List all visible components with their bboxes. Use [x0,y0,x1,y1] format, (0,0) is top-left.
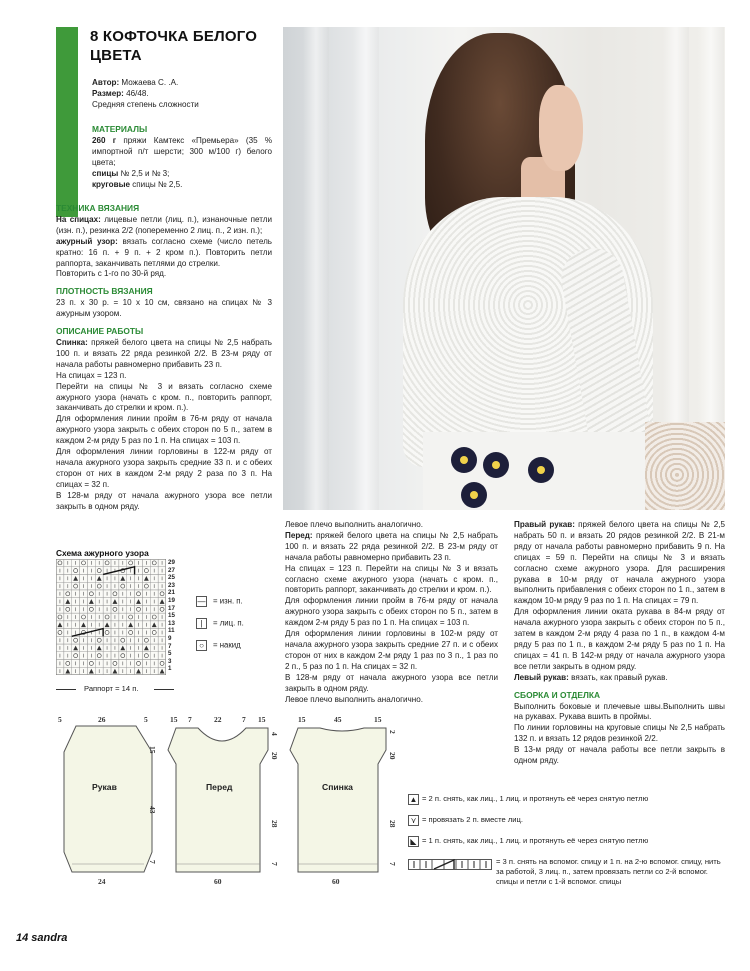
straight-label: На спицах: [56,214,101,224]
chart-title: Схема ажурного узора [56,548,149,558]
left-shoulder-text: Левое плечо выполнить аналогично. [285,520,423,529]
back-dim-1: 15 [298,715,306,724]
front-pattern [168,728,268,872]
gauge-text: 23 п. x 30 р. = 10 x 10 см, связано на спицах № 3 ажурным узором. [56,298,272,319]
straight-text: лицевые петли (лиц. п.), изнаночные петли (изн. п.), резинка 2/2 (попеременно 2 лиц. п., 2 изн. п.); [56,214,273,235]
right-sleeve-label: Правый рукав: [514,520,575,529]
legend-purl [196,596,243,607]
symbol-row-4 [408,857,728,887]
front-dim-3: 22 [214,715,222,724]
front-text-2: На спицах = 123 п. Перейти на спицы № 3 и вязать согласно схеме ажурного узора (начать с кром. п., повторить раппорт, заканчивать до стрелки и кром. п.). [285,563,498,595]
lace-label: ажурный узор: [56,236,118,246]
back-text-1: пряжей белого цвета на спицы № 2,5 набрать 100 п. и вязать 22 ряда резинкой 2/2. В 23-м ряду от начала работы равномерно прибавить 23 п. [56,337,273,369]
rapport-label: Раппорт = 14 п. [84,684,139,693]
chart-row-number: 7 [168,642,172,650]
knit-icon: | [196,618,207,629]
circular: спицы № 2,5. [132,179,183,189]
knit-two-together-icon: ⋎ [408,815,419,826]
front-label: Перед: [285,530,313,540]
technique-heading: ТЕХНИКА ВЯЗАНИЯ [56,203,140,213]
front-dim-bottom: 60 [214,877,222,886]
back-dim-side-mid2: 28 [388,820,397,828]
middle-column [285,520,498,705]
back-dim-side-mid1: 20 [388,752,397,760]
back-text-3: Перейти на спицы № 3 и вязать согласно схеме ажурного узора (начать с кром. п., повторить раппорт, заканчивать до стрелки и кром. п.). [56,381,272,413]
left-sleeve-text: вязать, как правый рукав. [571,672,668,682]
front-text-6: Левое плечо выполнить аналогично. [285,694,423,704]
pattern-schematics [54,712,404,892]
meta-block [92,78,272,111]
right-sleeve-text-2: Для оформления линии оката рукава в 84-м ряду от начала ажурного узора закрыть с обеих сторон по 5 п., затем в каждом 2-м ряду 4 раза по 1 п., в каждом 4-м ряду 5 раз по 1 п., в каждом 2-м ряду 5 раз по 1 п. На спицах = 41 п. В 142-м ряду от начала ажурного узора все петли закрыть в одном ряду. [514,607,725,671]
assembly-text-2: По линии горловины на круговые спицы № 2,5 набрать 132 п. и вязать 12 рядов резинкой 2/2. [514,723,725,744]
legend-knit [196,618,244,629]
sleeve-dim-bottom: 24 [98,877,106,886]
right-sleeve-text-1: пряжей белого цвета на спицы № 2,5 набрать 50 п. и вязать 20 рядов резинкой 2/2. В 21-м ряду от начала работы равномерно прибавить 9 п. На спицах = 59 п. Перейти на спицы № 3 и вязать согласно схеме ажурного узора. Для расширения рукава в 10-м ряду от начала ажурного узора выполнить прибавления с обеих сторон по 1 п., затем в каждом 10-м ряду 9 раз по 1 п. На спицах = 79 п. [514,520,725,606]
back-dim-side-top: 2 [388,730,397,734]
yarn-amount: 260 г [92,135,117,145]
front-dim-5: 15 [258,715,266,724]
sleeve-dim-side-mid: 43 [148,806,157,814]
right-column [514,520,725,767]
chart-row-number: 11 [168,627,175,635]
front-dim-side-mid2: 28 [270,820,279,828]
left-sleeve-label: Левый рукав: [514,672,569,682]
circular-label: круговые [92,179,130,189]
size: 46/48. [126,88,149,98]
sleeve-dim-top-right: 5 [144,715,148,724]
front-text-3: Для оформления линии пройм в 76-м ряду от начала ажурного узора закрыть с обеих сторон по 5 п., затем в каждом 2-м ряду 5 раз по 1 п. На спицах = 103 п. [285,596,498,628]
cable-cross-icon [408,859,492,870]
sleeve-dim-top-mid: 26 [98,715,106,724]
author-label: Автор: [92,78,120,87]
chart-row-number: 5 [168,650,172,658]
model-photo [283,27,725,510]
chart-row-number: 9 [168,634,172,642]
symbol-text-2: = провязать 2 п. вместе лиц. [422,815,523,824]
legend-yo [196,640,241,651]
front-dim-4: 7 [242,715,246,724]
chart-row-number: 21 [168,589,175,597]
difficulty: Средняя степень сложности [92,99,199,109]
repeat-text: Повторить с 1-го по 30-й ряд. [56,269,167,279]
front-name: Перед [206,782,233,792]
yarn: пряжи Камтекс «Премьера» (35 % импортной п/т шерсти; 300 м/100 г) белого цвета; [92,135,273,167]
chart-row-numbers [168,559,175,673]
slip-two-knit-pass-icon: ▲ [409,795,418,804]
symbol-row-2 [408,815,728,825]
chart-row-number: 3 [168,657,172,665]
symbol-text-1: = 2 п. снять, как лиц., 1 лиц. и протянуть её через снятую петлю [422,794,649,803]
sleeve-pattern [64,726,152,872]
accent-bar [56,27,78,217]
back-text-5: Для оформления линии горловины в 122-м ряду от начала ажурного узора закрыть средние 33 п. и с обеих сторон от них в каждом 2-м ряду 2 раза по 3 п. На спицах = 32 п. [56,447,272,489]
assembly-text-1: Выполнить боковые и плечевые швы.Выполнить швы на рукавах. Рукава вшить в проймы. [514,701,725,722]
chart-row-number: 29 [168,559,175,566]
size-label: Размер: [92,88,124,98]
chart-row-number: 17 [168,604,175,612]
symbol-legend [408,794,728,898]
sleeve-dim-side-bot: 7 [148,860,157,864]
chart-row-number: 19 [168,596,175,604]
front-dim-side-mid1: 20 [270,752,279,760]
left-column [56,203,272,512]
rapport [56,682,174,696]
symbol-row-3 [408,836,728,846]
lace-text: вязать согласно схеме (число петель кратно: 16 п. + 9 п. + 2 кром п.). Повторить петли раппорта, заканчивать петлями до стрелки. [56,236,273,268]
back-text-6: В 128-м ряду от начала ажурного узора все петли закрыть в одном ряду. [56,490,272,511]
front-dim-side-bot: 7 [270,862,279,866]
needles-label: спицы [92,168,119,178]
back-label: Спинка: [56,337,88,347]
front-dim-1: 15 [170,715,178,724]
gauge-heading: ПЛОТНОСТЬ ВЯЗАНИЯ [56,286,153,297]
chart-row-number: 15 [168,612,175,620]
yarn-over-icon: ○ [196,640,207,651]
front-dim-side-top: 4 [270,732,279,736]
back-dim-3: 15 [374,715,382,724]
chart-row-number: 27 [168,566,175,574]
back-dim-side-bot: 7 [388,862,397,866]
back-text-2: На спицах = 123 п. [56,370,127,380]
back-dim-bottom: 60 [332,877,340,886]
assembly-text-3: В 13-м ряду от начала работы все петли закрыть в одном ряду. [514,745,725,766]
legend-knit-text: = лиц. п. [213,618,244,628]
materials-heading: МАТЕРИАЛЫ [92,124,148,134]
materials-block [92,124,272,190]
symbol-text-4: = 3 п. снять на вспомог. спицу и 1 п. на 2-ю вспомог. спицу, нить за работой, 3 лиц. п., затем провязать петли со 2-й вспомог. спицы и петли с 1-й вспомог. спицы [496,857,721,886]
front-text-5: В 128-м ряду от начала ажурного узора все петли закрыть в одном ряду. [285,672,498,693]
page-title: 8 КОФТОЧКА БЕЛОГО ЦВЕТА [90,28,258,64]
legend-purl-text: = изн. п. [213,596,243,606]
front-text-1: пряжей белого цвета на спицы № 2,5 набрать 100 п. и вязать 22 ряда резинкой 2/2. В 23-м ряду от начала работы равномерно прибавить 23 п. [285,530,498,562]
back-dim-2: 45 [334,715,342,724]
chart-row-number: 1 [168,665,172,673]
legend-yo-text: = накид [213,640,241,650]
chart-row-number: 23 [168,581,175,589]
lace-chart-grid [56,559,166,675]
symbol-text-3: = 1 п. снять, как лиц., 1 лиц. и протянуть её через снятую петлю [422,836,649,845]
needles: № 2,5 и № 3; [120,168,170,178]
author: Можаева С. .А. [121,78,179,87]
sleeve-dim-top-left: 5 [58,715,62,724]
symbol-row-1 [408,794,728,804]
purl-icon: — [197,597,206,606]
back-name: Спинка [322,782,353,792]
chart-row-number: 25 [168,574,175,582]
page-footer: 14 sandra [16,932,68,944]
front-dim-2: 7 [188,715,192,724]
chart-row-number: 13 [168,619,175,627]
description-heading: ОПИСАНИЕ РАБОТЫ [56,326,144,337]
sleeve-name: Рукав [92,782,117,792]
back-text-4: Для оформления линии пройм в 76-м ряду от начала ажурного узора закрыть с обеих сторон по 5 п., затем в каждом 2-м ряду 5 раз по 1 п. На спицах = 103 п. [56,414,272,446]
assembly-heading: СБОРКА И ОТДЕЛКА [514,689,601,700]
front-text-4: Для оформления линии горловины в 102-м ряду от начала ажурного узора закрыть средние 27 п. и с обеих сторон от них в каждом 2-м ряду 1 раз по 3 п., 1 раз по 2 п., 5 раз по 1 п. На спицах = 32 п. [285,629,498,671]
sleeve-dim-side-top: 15 [148,746,157,754]
back-pattern [290,728,386,872]
slip-one-knit-pass-icon: ◣ [408,836,419,847]
